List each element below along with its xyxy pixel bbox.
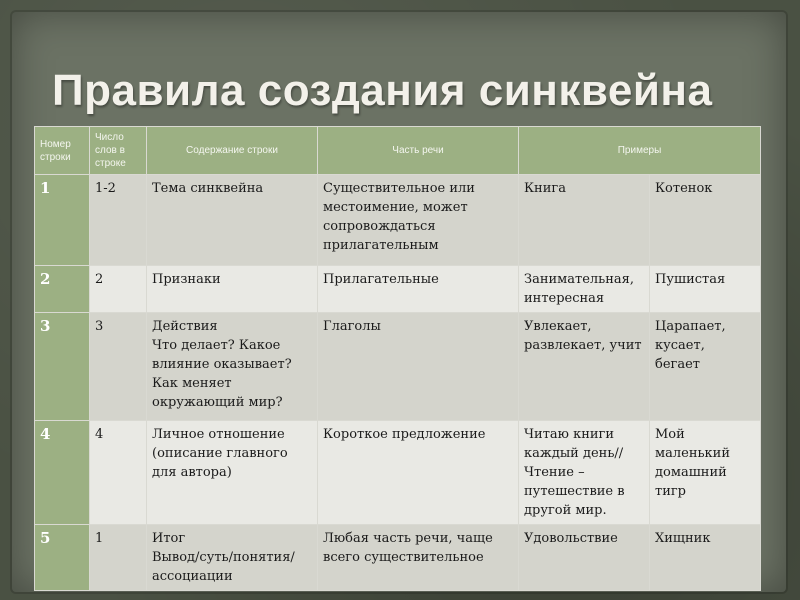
cell-line: Мой (655, 427, 685, 442)
cell-example-kitten (650, 525, 761, 591)
cell-part-of-speech (318, 421, 519, 525)
cell-line: местоимение, может (323, 200, 468, 215)
cell-line: влияние оказывает? (152, 357, 292, 372)
cell-word-count: 4 (90, 421, 147, 525)
cell-line: Книга (524, 181, 566, 196)
slide-title: Правила создания синквейна (52, 66, 713, 115)
cell-word-count: 2 (90, 266, 147, 313)
cell-part-of-speech (318, 175, 519, 266)
cell-line: Итог (152, 531, 186, 546)
cell-line: Признаки (152, 272, 221, 287)
cell-part-of-speech (318, 525, 519, 591)
cell-line: Царапает, (655, 319, 726, 334)
cell-line: Как меняет (152, 376, 232, 391)
cell-line: Существительное или (323, 181, 475, 196)
cell-example-kitten (650, 175, 761, 266)
cell-line: всего существительное (323, 550, 484, 565)
cell-word-count: 3 (90, 313, 147, 421)
table-header-row (35, 127, 761, 175)
cell-line: Чтение – (524, 465, 585, 480)
header-part-of-speech: Часть речи (318, 127, 519, 175)
header-word-count: Число слов в строке (90, 127, 147, 175)
cell-line-content (147, 421, 318, 525)
cell-example-book (519, 175, 650, 266)
cell-line-content (147, 525, 318, 591)
cell-line: Вывод/суть/понятия/ (152, 550, 295, 565)
cell-line: окружающий мир? (152, 395, 283, 410)
table-row (35, 266, 761, 313)
cell-part-of-speech (318, 266, 519, 313)
cell-line: развлекает, учит (524, 338, 642, 353)
cell-line: интересная (524, 291, 605, 306)
cell-line: Прилагательные (323, 272, 439, 287)
cell-line: маленький (655, 446, 731, 461)
cell-line-number: 3 (35, 313, 90, 421)
cell-example-kitten (650, 313, 761, 421)
sinkwine-rules-table (34, 126, 761, 591)
cell-line-number: 2 (35, 266, 90, 313)
cell-line: Глаголы (323, 319, 381, 334)
table-row (35, 313, 761, 421)
cell-line: Занимательная, (524, 272, 635, 287)
header-line-number: Номер строки (35, 127, 90, 175)
cell-line: прилагательным (323, 238, 439, 253)
cell-line: Тема синквейна (152, 181, 264, 196)
cell-line: каждый день// (524, 446, 624, 461)
cell-line: Что делает? Какое (152, 338, 281, 353)
cell-line: Читаю книги (524, 427, 615, 442)
cell-example-book (519, 421, 650, 525)
cell-example-kitten (650, 266, 761, 313)
cell-line: путешествие в (524, 484, 625, 499)
cell-example-book (519, 313, 650, 421)
cell-line: (описание главного (152, 446, 288, 461)
cell-line-content (147, 175, 318, 266)
cell-line-number: 5 (35, 525, 90, 591)
cell-line: Удовольствие (524, 531, 618, 546)
cell-word-count: 1 (90, 525, 147, 591)
cell-line: Хищник (655, 531, 711, 546)
cell-word-count: 1-2 (90, 175, 147, 266)
cell-line: Котенок (655, 181, 713, 196)
table-row (35, 421, 761, 525)
cell-line: для автора) (152, 465, 232, 480)
cell-line: другой мир. (524, 503, 607, 518)
cell-part-of-speech (318, 313, 519, 421)
cell-example-kitten (650, 421, 761, 525)
table-row (35, 525, 761, 591)
cell-line-number: 4 (35, 421, 90, 525)
cell-line: ассоциации (152, 569, 233, 584)
cell-line: Любая часть речи, чаще (323, 531, 493, 546)
cell-line: Пушистая (655, 272, 726, 287)
cell-line-number: 1 (35, 175, 90, 266)
cell-line: тигр (655, 484, 686, 499)
cell-line-content (147, 266, 318, 313)
cell-line: домашний (655, 465, 727, 480)
cell-line: бегает (655, 357, 700, 372)
cell-line-content (147, 313, 318, 421)
header-examples: Примеры (519, 127, 761, 175)
cell-line: Действия (152, 319, 218, 334)
cell-line: кусает, (655, 338, 705, 353)
cell-line: сопровождаться (323, 219, 436, 234)
cell-line: Личное отношение (152, 427, 285, 442)
cell-line: Короткое предложение (323, 427, 486, 442)
cell-example-book (519, 525, 650, 591)
header-line-content: Содержание строки (147, 127, 318, 175)
table-row (35, 175, 761, 266)
cell-line: Увлекает, (524, 319, 592, 334)
cell-example-book (519, 266, 650, 313)
